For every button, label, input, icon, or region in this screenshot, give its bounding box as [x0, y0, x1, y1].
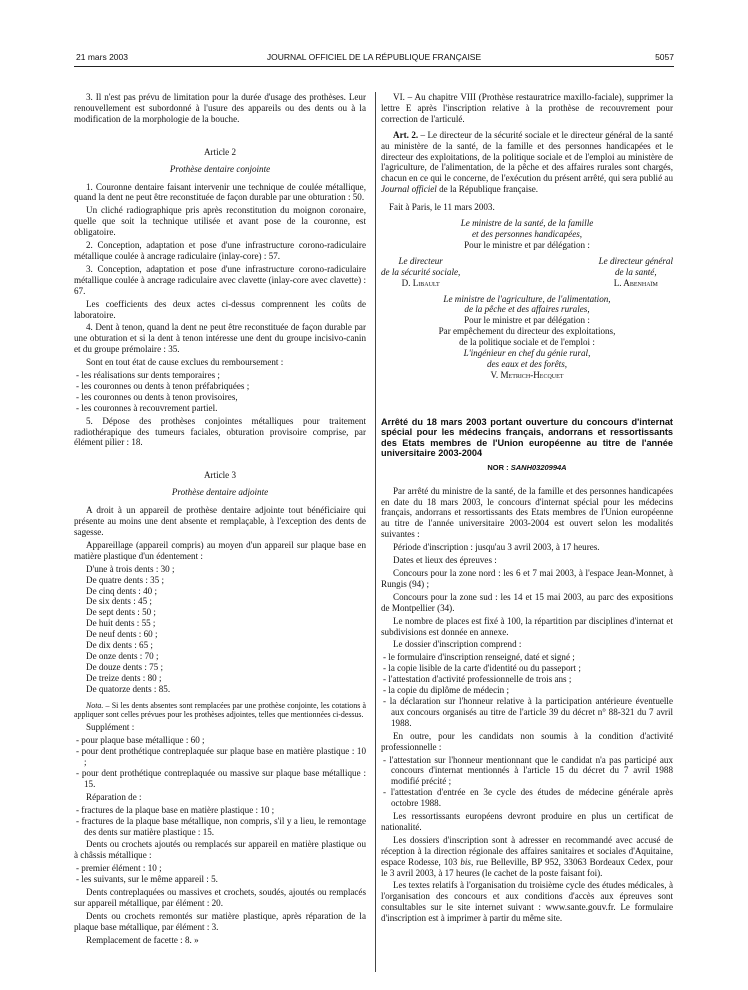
- paragraph: Le dossier d'inscription comprend :: [393, 639, 522, 650]
- nor-label: NOR :: [487, 462, 511, 472]
- intro-paragraph: 3. Il n'est pas prévu de limitation pour la durée d'usage des prothèses. Leur renouvellement est subordonné à l'usure des appareils ou des dents ou à la modification de la morphologie de la bouche.: [74, 92, 366, 124]
- element-list: [74, 863, 366, 885]
- paragraph: Dents ou crochets remontés sur matière plastique, après réparation de la plaque base métallique, par élément : 3.: [74, 910, 366, 932]
- exclusion-list: [74, 370, 366, 414]
- nota-text: – Si les dents absentes sont remplacées par une prothèse conjointe, les cotations à appliquer sont celles prévues pour les prothèses adjointes, telles que mentionnées ci-dessus.: [74, 700, 366, 719]
- list-item: De six dents : 45 ;: [86, 596, 152, 607]
- list-item: De sept dents : 50 ;: [86, 607, 156, 618]
- paragraph: 3. Conception, adaptation et pose d'une infrastructure corono-radiculaire métallique coulée à ancrage radiculaire avec clavette (inlay-core avec clavette) : 67.: [74, 263, 366, 296]
- list-item: - l'attestation sur l'honneur mentionnant que le candidat n'a pas participé aux concours d'internat mentionnés à l'article 15 du décret du 7 avril 1988 modifié précité ;: [383, 754, 673, 787]
- text: bis: [460, 856, 471, 867]
- paragraph: Les ressortissants européens devront produire en plus un certificat de nationalité.: [381, 811, 673, 832]
- list-item: De douze dents : 75 ;: [86, 661, 164, 672]
- paragraph: Appareillage (appareil compris) au moyen d'un appareil sur plaque base en matière plastique d'un édentement :: [74, 539, 366, 561]
- list-item: - fractures de la plaque base en matière plastique : 10 ;: [76, 804, 275, 815]
- paragraph: Remplacement de facette : 8. »: [86, 934, 199, 945]
- paragraph: Par arrêté du ministre de la santé, de la famille et des personnes handicapées en date du 18 mars 2003, le concours d'internat spécial pour les médecins français, andorrans et ressortissants des Etats membres de l'Union européenne au titre de l'année universitaire 2003-2004 est ouvert selon les modalités suivantes :: [381, 485, 673, 540]
- paragraph: Dates et lieux des épreuves :: [393, 555, 497, 566]
- list-item: - le formulaire d'inscription renseigné, daté et signé ;: [383, 652, 575, 663]
- signature-block: [381, 202, 673, 381]
- list-item: - fractures de la plaque base métallique, non compris, s'il y a lieu, le remontage des dents sur matière plastique : 15.: [76, 815, 366, 837]
- text: , rue Belleville, BP 952, 33063 Bordeaux Cedex, pour le 3 avril 2003, à 17 heures (le cachet de la poste faisant foi).: [381, 856, 673, 878]
- signatory-title: de la pêche et des affaires rurales,: [464, 304, 590, 315]
- paragraph: Réparation de :: [86, 791, 142, 802]
- delegation-line: Pour le ministre et par délégation :: [464, 315, 590, 326]
- list-item: - pour plaque base métallique : 60 ;: [76, 735, 205, 746]
- signatory-title: des eaux et des forêts,: [486, 358, 568, 369]
- list-item: - l'attestation d'activité professionnelle de trois ans ;: [383, 674, 572, 685]
- delegation-line: de la politique sociale et de l'emploi :: [459, 337, 595, 348]
- list-item: - les couronnes ou dents à tenon provisoires,: [76, 391, 238, 402]
- nor-reference: [381, 463, 673, 474]
- paragraph: VI. – Au chapitre VIII (Prothèse restauratrice maxillo-faciale), supprimer la lettre E après l'inscription relative à la prothèse de recouvrement pour correction de l'articulé.: [381, 92, 673, 124]
- list-item: De treize dents : 80 ;: [86, 672, 162, 683]
- signatory-left: [381, 256, 460, 289]
- header-rule: [74, 66, 674, 67]
- paragraph: 2. Conception, adaptation et pose d'une infrastructure corono-radiculaire métallique coulée à ancrage radiculaire (inlay-core) : 57.: [74, 240, 366, 261]
- signatory-title: de la santé,: [614, 266, 657, 277]
- list-item: - pour dent prothétique contreplaquée ou massive sur plaque base métallique : 15.: [76, 768, 366, 789]
- signatory-title: Le ministre de la santé, de la famille: [460, 218, 594, 229]
- signatory-title: et des personnes handicapées,: [471, 228, 583, 239]
- article-3-title: Article 3: [203, 470, 237, 481]
- list-item: - la copie lisible de la carte d'identité ou du passeport ;: [383, 663, 581, 674]
- signatory-title: Le directeur général: [598, 255, 673, 266]
- article-2-title: Article 2: [203, 146, 237, 157]
- signatory-title: Le ministre de l'agriculture, de l'alimentation,: [443, 293, 611, 304]
- article-3-subtitle: Prothèse dentaire adjointe: [171, 487, 269, 498]
- paragraph: Les textes relatifs à l'organisation du troisième cycle des études médicales, à l'organisation des concours et aux conditions d'accès aux épreuves sont consultables sur le site internet suivant : www.sante.gouv.fr. Le formulaire d'inscription est à imprimer à partir du même site.: [381, 880, 673, 924]
- signatory-name: L. Abenhaïm: [613, 277, 658, 288]
- list-item: - pour dent prothétique contreplaquée sur plaque base en matière plastique : 10 ;: [76, 746, 366, 768]
- column-divider: [375, 92, 376, 972]
- list-item: De quatre dents : 35 ;: [86, 574, 165, 585]
- paragraph: Concours pour la zone sud : les 14 et 15 mai 2003, au parc des expositions de Montpellier (34).: [381, 591, 673, 613]
- teeth-count-list: [86, 564, 366, 695]
- address-paragraph: [381, 835, 673, 879]
- list-item: De quatorze dents : 85.: [86, 683, 171, 694]
- article-label: Art. 2.: [393, 129, 419, 140]
- list-item: - les couronnes ou dents à tenon préfabriquées ;: [76, 380, 250, 391]
- list-item: - les couronnes à recouvrement partiel.: [76, 402, 218, 413]
- article-2-subtitle: Prothèse dentaire conjointe: [169, 163, 271, 174]
- signatory-name: D. Libault: [401, 277, 440, 288]
- list-item: - les suivants, sur le même appareil : 5.: [76, 874, 218, 885]
- paragraph: Dents contreplaquées ou massives et crochets, soudés, ajoutés ou remplacés sur appareil métallique, par élément : 20.: [74, 887, 366, 908]
- list-item: De dix dents : 65 ;: [86, 640, 153, 651]
- list-item: - les réalisations sur dents temporaires ;: [76, 370, 220, 381]
- supplement-list: [74, 735, 366, 790]
- attestation-list: [381, 755, 673, 810]
- journal-title: JOURNAL OFFICIEL DE LA RÉPUBLIQUE FRANÇAISE: [266, 52, 482, 62]
- list-item: D'une à trois dents : 30 ;: [86, 563, 175, 574]
- reparation-list: [74, 805, 366, 838]
- list-item: De neuf dents : 60 ;: [86, 629, 158, 640]
- paragraph: Supplément :: [86, 722, 135, 733]
- paragraph: Dents ou crochets ajoutés ou remplacés sur appareil en matière plastique ou à châssis métallique :: [74, 839, 366, 861]
- list-item: De huit dents : 55 ;: [86, 618, 156, 629]
- signatory-title: L'ingénieur en chef du génie rural,: [463, 348, 591, 359]
- right-column: [381, 92, 673, 926]
- left-column: [74, 92, 366, 948]
- signatory-right: [599, 256, 673, 289]
- paragraph: 1. Couronne dentaire faisant intervenir une technique de coulée métallique, quand la dent ne peut être reconstituée de façon durable par une obturation : 50.: [74, 181, 366, 203]
- text: de la République française.: [436, 184, 539, 195]
- signatory-name: V. Metrich-Hecquet: [490, 369, 564, 380]
- list-item: - la déclaration sur l'honneur relative à la participation antérieure éventuelle aux concours organisés au titre de l'article 39 du décret n° 88-321 du 7 avril 1988.: [383, 695, 673, 728]
- nota-paragraph: [74, 701, 366, 720]
- list-item: De onze dents : 70 ;: [86, 650, 159, 661]
- list-item: De cinq dents : 40 ;: [86, 585, 157, 596]
- paragraph: En outre, pour les candidats non soumis à la condition d'activité professionnelle :: [381, 730, 673, 752]
- article-2-paragraph: [381, 130, 673, 195]
- list-item: - premier élément : 10 ;: [76, 863, 162, 874]
- paragraph: Concours pour la zone nord : les 6 et 7 mai 2003, à l'espace Jean-Monnet, à Rungis (94) ;: [381, 568, 673, 589]
- list-item: - l'attestation d'entrée en 3e cycle des études de médecine générale après octobre 1988.: [383, 787, 673, 809]
- list-item: - la copie du diplôme de médecin ;: [383, 685, 510, 696]
- delegation-line: Pour le ministre et par délégation :: [464, 239, 590, 250]
- nota-label: Nota.: [86, 700, 104, 710]
- arrete-title: Arrêté du 18 mars 2003 portant ouverture du concours d'internat spécial pour les médecins français, andorrans et ressortissants des Etats membres de l'Union européenne au titre de l'année universitaire 2003-2004: [381, 416, 673, 459]
- paragraph: Un cliché radiographique pris après reconstitution du moignon coronaire, quelle que soit la technique utilisée et avant pose de la couronne, est obligatoire.: [74, 205, 366, 238]
- paragraph: 4. Dent à tenon, quand la dent ne peut être reconstituée de façon durable par une obturation et si la dent à tenon intéresse une dent du groupe incisivo-canin et du groupe prémolaire : 35.: [74, 322, 366, 355]
- paragraph: A droit à un appareil de prothèse dentaire adjointe tout bénéficiaire qui présente au moins une dent absente et remplaçable, à l'exception des dents de sagesse.: [74, 505, 366, 537]
- page-number: 5057: [655, 52, 674, 62]
- paragraph: Période d'inscription : jusqu'au 3 avril 2003, à 17 heures.: [393, 542, 600, 553]
- text: Les dossiers d'inscription sont à adresser en recommandé avec accusé de réception à la direction régionale des affaires sanitaires et sociales d'Aquitaine, espace Rodesse, 103: [381, 834, 673, 867]
- text: – Le directeur de la sécurité sociale et le directeur général de la santé au ministère de la santé, de la famille et des personnes handicapées et le directeur des exploitations, de la politique sociale et de l'emploi au ministère de l'agriculture, de l'alimentation, de la pêche et des affaires rurales sont chargés, chacun en ce qui le concerne, de l'exécution du présent arrêté, qui sera publié au: [381, 129, 673, 184]
- signatory-title: Le directeur: [398, 255, 443, 266]
- signatory-row: [381, 256, 673, 289]
- delegation-line: Par empêchement du directeur des exploitations,: [438, 326, 616, 337]
- signatory-title: de la sécurité sociale,: [381, 266, 461, 277]
- dossier-list: [381, 652, 673, 728]
- fait-a-paris: Fait à Paris, le 11 mars 2003.: [389, 202, 495, 213]
- paragraph: Le nombre de places est fixé à 100, la répartition par disciplines d'internat et subdivisions est donnée en annexe.: [381, 615, 673, 637]
- nor-code: SANH0320994A: [510, 462, 567, 472]
- journal-officiel-text: Journal officiel: [381, 184, 437, 195]
- header-date: 21 mars 2003: [76, 52, 128, 62]
- paragraph: Sont en tout état de cause exclues du remboursement :: [86, 357, 284, 368]
- paragraph: 5. Dépose des prothèses conjointes métalliques pour traitement radiothérapique des tumeurs faciales, obturation provisoire comprise, par élément pilier : 18.: [74, 415, 366, 448]
- paragraph: Les coefficients des deux actes ci-dessus comprennent les coûts de laboratoire.: [74, 298, 366, 320]
